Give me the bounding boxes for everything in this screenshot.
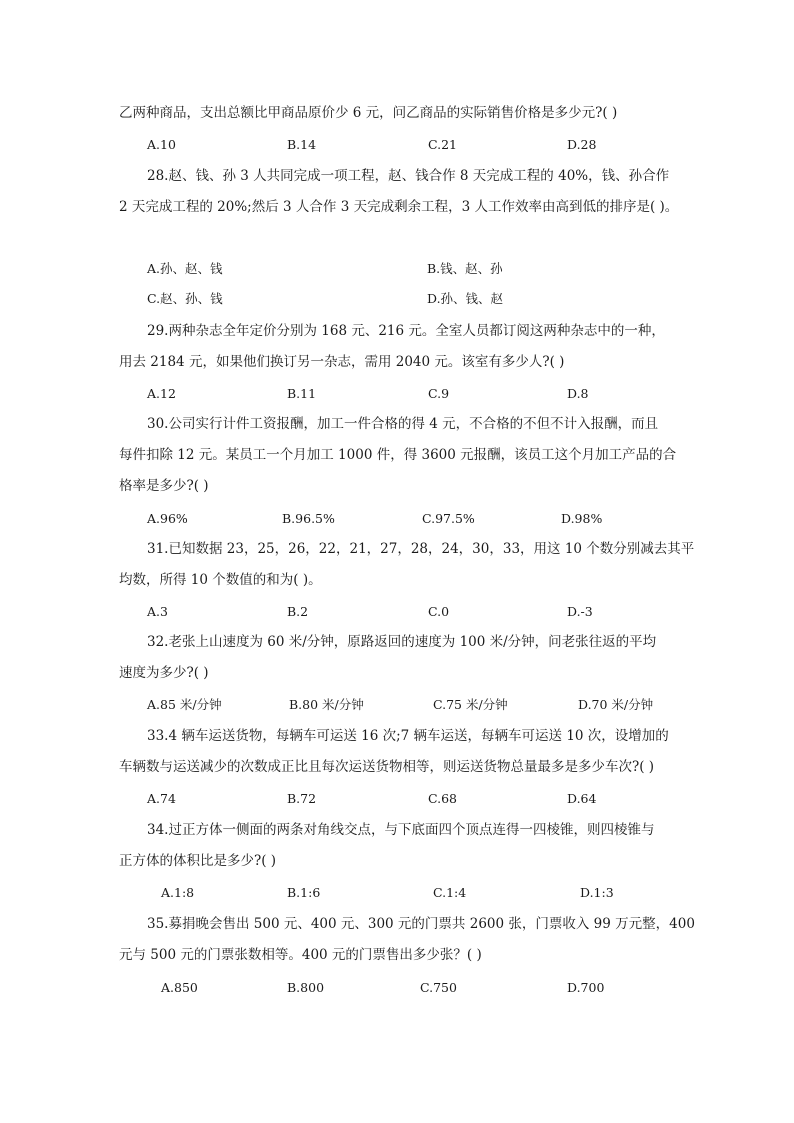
question-33-option-a: A.74	[147, 791, 176, 806]
question-30-option-b: B.96.5%	[282, 511, 335, 526]
question-33-option-b: B.72	[287, 791, 317, 806]
question-30-option-a: A.96%	[147, 511, 188, 526]
question-35-line-2: 元与 500 元的门票张数相等。400 元的门票售出多少张？( )	[119, 947, 482, 963]
question-32-option-a: A.85 米/分钟	[147, 697, 222, 712]
question-29-line-1: 29.两种杂志全年定价分别为 168 元、216 元。全室人员都订阅这两种杂志中的一种，	[147, 323, 665, 339]
question-34-option-d: D.1:3	[580, 885, 614, 900]
question-34-option-b: B.1:6	[287, 885, 321, 900]
question-34-option-c: C.1:4	[433, 885, 467, 900]
question-32-option-c: C.75 米/分钟	[433, 697, 508, 712]
question-27-line-1: 乙两种商品，支出总额比甲商品原价少 6 元，问乙商品的实际销售价格是多少元?( )	[119, 105, 618, 121]
question-34-line-1: 34.过正方体一侧面的两条对角线交点，与下底面四个顶点连得一四棱锥，则四棱锥与	[147, 822, 655, 838]
question-35-option-a: A.850	[161, 980, 198, 995]
question-31-line-1: 31.已知数据 23，25，26，22，21，27，28，24，30，33，用这 10 个数分别减去其平	[147, 541, 695, 557]
question-32-option-d: D.70 米/分钟	[578, 697, 654, 712]
question-33-option-c: C.68	[428, 791, 457, 806]
question-35-option-c: C.750	[420, 980, 457, 995]
question-28-option-d: D.孙、钱、赵	[427, 291, 504, 306]
question-28-option-a: A.孙、赵、钱	[147, 261, 223, 276]
question-27-option-b: B.14	[287, 137, 317, 152]
question-34-option-a: A.1:8	[161, 885, 195, 900]
question-35-option-b: B.800	[287, 980, 325, 995]
question-30-line-1: 30.公司实行计件工资报酬，加工一件合格的得 4 元，不合格的不但不计入报酬，而且	[147, 416, 659, 432]
question-29-option-a: A.12	[147, 386, 176, 401]
question-32-line-2: 速度为多少?( )	[119, 665, 209, 681]
question-31-option-b: B.2	[287, 604, 309, 619]
question-30-option-d: D.98%	[561, 511, 603, 526]
question-27-option-d: D.28	[567, 137, 597, 152]
question-30-line-2: 每件扣除 12 元。某员工一个月加工 1000 件，得 3600 元报酬，该员工这个月加工产品的合	[119, 447, 677, 463]
question-28-line-1: 28.赵、钱、孙 3 人共同完成一项工程，赵、钱合作 8 天完成工程的 40%，钱、孙合作	[147, 168, 670, 184]
question-33-line-1: 33.4 辆车运送货物，每辆车可运送 16 次;7 辆车运送，每辆车可运送 10 次，设增加的	[147, 728, 669, 744]
question-27-option-a: A.10	[147, 137, 176, 152]
question-30-line-3: 格率是多少?( )	[119, 478, 209, 494]
question-32-option-b: B.80 米/分钟	[289, 697, 364, 712]
question-31-option-c: C.0	[428, 604, 450, 619]
question-28-option-c: C.赵、孙、钱	[147, 291, 223, 306]
question-35-option-d: D.700	[567, 980, 605, 995]
question-31-option-d: D.-3	[567, 604, 593, 619]
question-28-line-2: 2 天完成工程的 20%;然后 3 人合作 3 天完成剩余工程，3 人工作效率由高到低的排序是( )。	[119, 199, 679, 215]
question-29-option-c: C.9	[428, 386, 450, 401]
question-31-option-a: A.3	[147, 604, 168, 619]
question-27-option-c: C.21	[428, 137, 457, 152]
question-29-option-d: D.8	[567, 386, 589, 401]
question-28-option-b: B.钱、赵、孙	[427, 261, 503, 276]
question-33-line-2: 车辆数与运送减少的次数成正比且每次运送货物相等，则运送货物总量最多是多少车次?( )	[119, 759, 655, 775]
question-35-line-1: 35.募捐晚会售出 500 元、400 元、300 元的门票共 2600 张，门票收入 99 万元整，400	[147, 916, 695, 932]
question-33-option-d: D.64	[567, 791, 597, 806]
question-32-line-1: 32.老张上山速度为 60 米/分钟，原路返回的速度为 100 米/分钟，问老张往返的平均	[147, 634, 657, 650]
question-34-line-2: 正方体的体积比是多少?( )	[119, 853, 277, 869]
question-29-line-2: 用去 2184 元，如果他们换订另一杂志，需用 2040 元。该室有多少人?( )	[119, 354, 565, 370]
question-31-line-2: 均数，所得 10 个数值的和为( )。	[119, 572, 322, 588]
question-30-option-c: C.97.5%	[422, 511, 475, 526]
question-29-option-b: B.11	[287, 386, 317, 401]
